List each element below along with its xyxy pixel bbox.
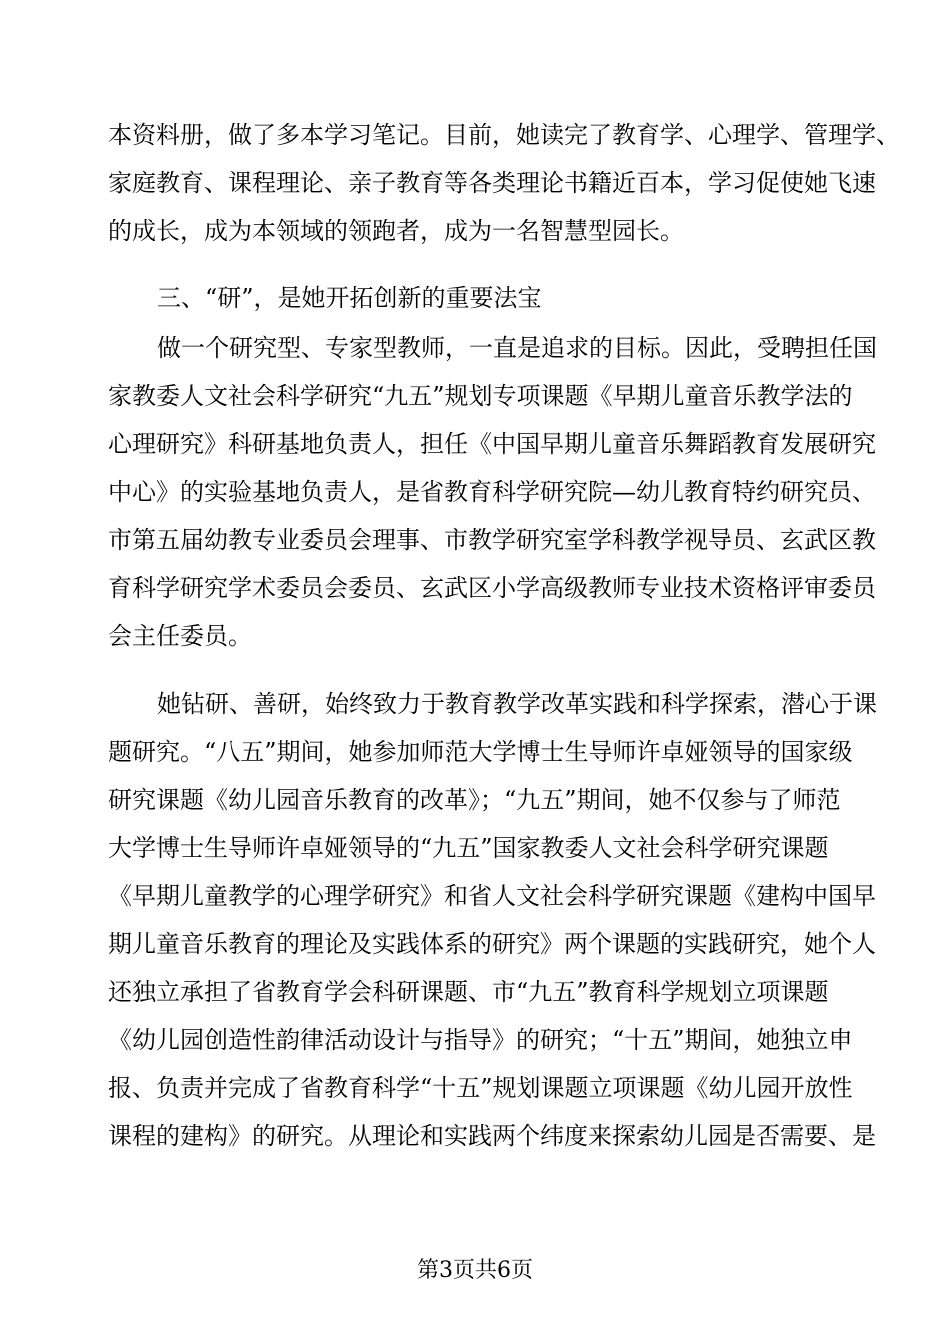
text-line: 的成长，成为本领域的领跑者，成为一名智慧型园长。: [108, 217, 684, 245]
text-line: 《幼儿园创造性韵律活动设计与指导》的研究；“十五”期间，她独立申: [108, 1026, 853, 1054]
text-line: 还独立承担了省教育学会科研课题、市“九五”教育科学规划立项课题: [108, 978, 829, 1006]
text-line: 做一个研究型、专家型教师，一直是追求的目标。因此，受聘担任国: [157, 334, 877, 362]
section-heading: 三、“研”，是她开拓创新的重要法宝: [157, 284, 542, 312]
text-line: 市第五届幼教专业委员会理事、市教学研究室学科教学视导员、玄武区教: [108, 526, 876, 554]
text-line: 研究课题《幼儿园音乐教育的改革》；“九五”期间，她不仅参与了师范: [108, 786, 841, 814]
text-line: 大学博士生导师许卓娅领导的“九五”国家教委人文社会科学研究课题: [108, 834, 829, 862]
text-line: 题研究。“八五”期间，她参加师范大学博士生导师许卓娅领导的国家级: [108, 738, 853, 766]
page-footer: 第3页共6页: [417, 1258, 533, 1283]
text-line: 《早期儿童教学的心理学研究》和省人文社会科学研究课题《建构中国早: [108, 882, 876, 910]
text-line: 育科学研究学术委员会委员、玄武区小学高级教师专业技术资格评审委员: [108, 574, 876, 602]
text-line: 心理研究》科研基地负责人，担任《中国早期儿童音乐舞蹈教育发展研究: [108, 430, 876, 458]
text-line: 家教委人文社会科学研究“九五”规划专项课题《早期儿童音乐教学法的: [108, 382, 853, 410]
text-line: 报、负责并完成了省教育科学“十五”规划课题立项课题《幼儿园开放性: [108, 1074, 853, 1102]
text-line: 本资料册，做了多本学习笔记。目前，她读完了教育学、心理学、管理学、: [108, 121, 900, 149]
text-line: 家庭教育、课程理论、亲子教育等各类理论书籍近百本，学习促使她飞速: [108, 169, 876, 197]
text-line: 她钻研、善研，始终致力于教育教学改革实践和科学探索，潜心于课: [157, 690, 877, 718]
text-line: 课程的建构》的研究。从理论和实践两个纬度来探索幼儿园是否需要、是: [108, 1122, 876, 1150]
text-line: 中心》的实验基地负责人，是省教育科学研究院—幼儿教育特约研究员、: [108, 478, 876, 506]
text-line: 会主任委员。: [108, 622, 252, 650]
text-line: 期儿童音乐教育的理论及实践体系的研究》两个课题的实践研究，她个人: [108, 930, 876, 958]
